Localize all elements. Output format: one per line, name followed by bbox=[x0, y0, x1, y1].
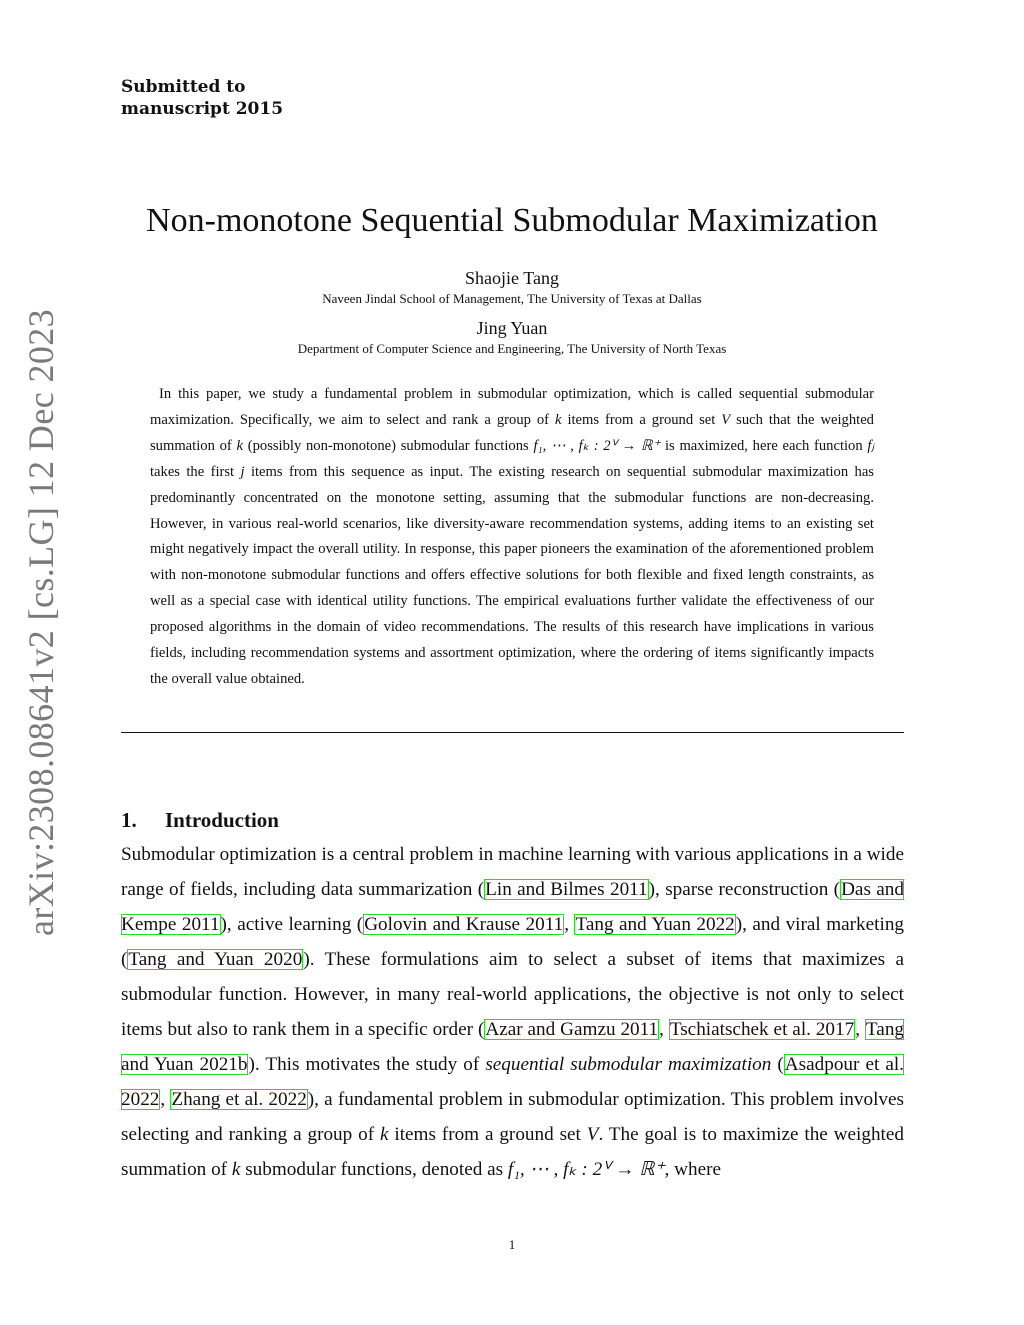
citation-link[interactable]: Azar and Gamzu 2011 bbox=[485, 1019, 659, 1040]
arxiv-identifier[interactable]: arXiv:2308.08641v2 [cs.LG] 12 Dec 2023 bbox=[21, 308, 61, 936]
manuscript-line: manuscript 2015 bbox=[121, 99, 284, 119]
citation-link[interactable]: Golovin and Krause 2011 bbox=[364, 914, 564, 935]
submission-header bbox=[121, 76, 283, 120]
section-number: 1. bbox=[121, 808, 137, 832]
submission-line: Submitted to bbox=[121, 77, 246, 97]
page-number: 1 bbox=[508, 1237, 516, 1252]
author-name: Shaojie Tang bbox=[465, 268, 559, 288]
introduction-paragraph: Submodular optimization is a central problem in machine learning with various applications in a wide range of fields, including data summarization (Lin and Bilmes 2011), sparse reconstruction (Das and Kempe 2011), active learning (Golovin and Krause 2011, Tang and Yuan 2022), and viral marketing (Tang and Yuan 2020). These formulations aim to select a subset of items that maximizes a submodular function. However, in many real-world applications, the objective is not only to select items but also to rank them in a specific order (Azar and Gamzu 2011, Tschiatschek et al. 2017, Tang and Yuan 2021b). This motivates the study of sequential submodular maximization (Asadpour et al. 2022, Zhang et al. 2022), a fundamental problem in submodular optimization. This problem involves selecting and ranking a group of k items from a ground set V. The goal is to maximize the weighted summation of k submodular functions, denoted as f₁, ⋯ , fₖ : 2ⱽ → ℝ⁺, where bbox=[121, 844, 905, 1180]
function-expression: f₁, ⋯ , fₖ : 2ⱽ → ℝ⁺ bbox=[533, 437, 661, 454]
citation-link[interactable]: Lin and Bilmes 2011 bbox=[485, 879, 648, 900]
section-title: Introduction bbox=[165, 808, 279, 832]
author-affiliation: Naveen Jindal School of Management, The University of Texas at Dallas bbox=[322, 291, 702, 306]
abstract: In this paper, we study a fundamental problem in submodular optimization, which is called sequential submodular maximization. Specifically, we aim to select and rank a group of k items from a ground set V such that the weighted summation of k (possibly non-monotone) submodular functions f₁, ⋯ , fₖ : 2ⱽ → ℝ⁺ is maximized, here each function fⱼ takes the first j items from this sequence as input. The existing research on sequential submodular maximization has predominantly concentrated on the monotone setting, assuming that the submodular functions are non-decreasing. However, in various real-world scenarios, like diversity-aware recommendation systems, adding items to an existing set might negatively impact the overall utility. In response, this paper pioneers the examination of the aforementioned problem with non-monotone submodular functions and offers effective solutions for both flexible and fixed length constraints, as well as a special case with identical utility functions. The empirical evaluations further validate the effectiveness of our proposed algorithms in the domain of video recommendations. The results of this research have implications in various fields, including recommendation systems and assortment optimization, where the ordering of items significantly impacts the overall value obtained. bbox=[150, 386, 874, 687]
section-heading bbox=[121, 806, 279, 834]
citation-link[interactable]: Tang and Yuan 2020 bbox=[128, 949, 303, 970]
citation-link[interactable]: Tschiatschek et al. 2017 bbox=[669, 1019, 855, 1040]
citation-link[interactable]: Asadpour et al. 2022 bbox=[121, 1054, 904, 1110]
function-expression: f₁, ⋯ , fₖ : 2ⱽ → ℝ⁺ bbox=[507, 1159, 665, 1180]
citation-link[interactable]: Zhang et al. 2022 bbox=[171, 1089, 307, 1110]
paper-title: Non-monotone Sequential Submodular Maximization bbox=[146, 202, 878, 239]
author-name: Jing Yuan bbox=[476, 318, 548, 338]
author-affiliation: Department of Computer Science and Engineering, The University of North Texas bbox=[297, 341, 727, 356]
citation-link[interactable]: Tang and Yuan 2022 bbox=[575, 914, 735, 935]
abstract-divider bbox=[121, 732, 904, 733]
citation-link[interactable]: Das and Kempe 2011 bbox=[121, 879, 904, 935]
emphasized-term: sequential submodular maximization bbox=[485, 1054, 772, 1075]
citation-link[interactable]: Tang and Yuan 2021b bbox=[121, 1019, 905, 1075]
